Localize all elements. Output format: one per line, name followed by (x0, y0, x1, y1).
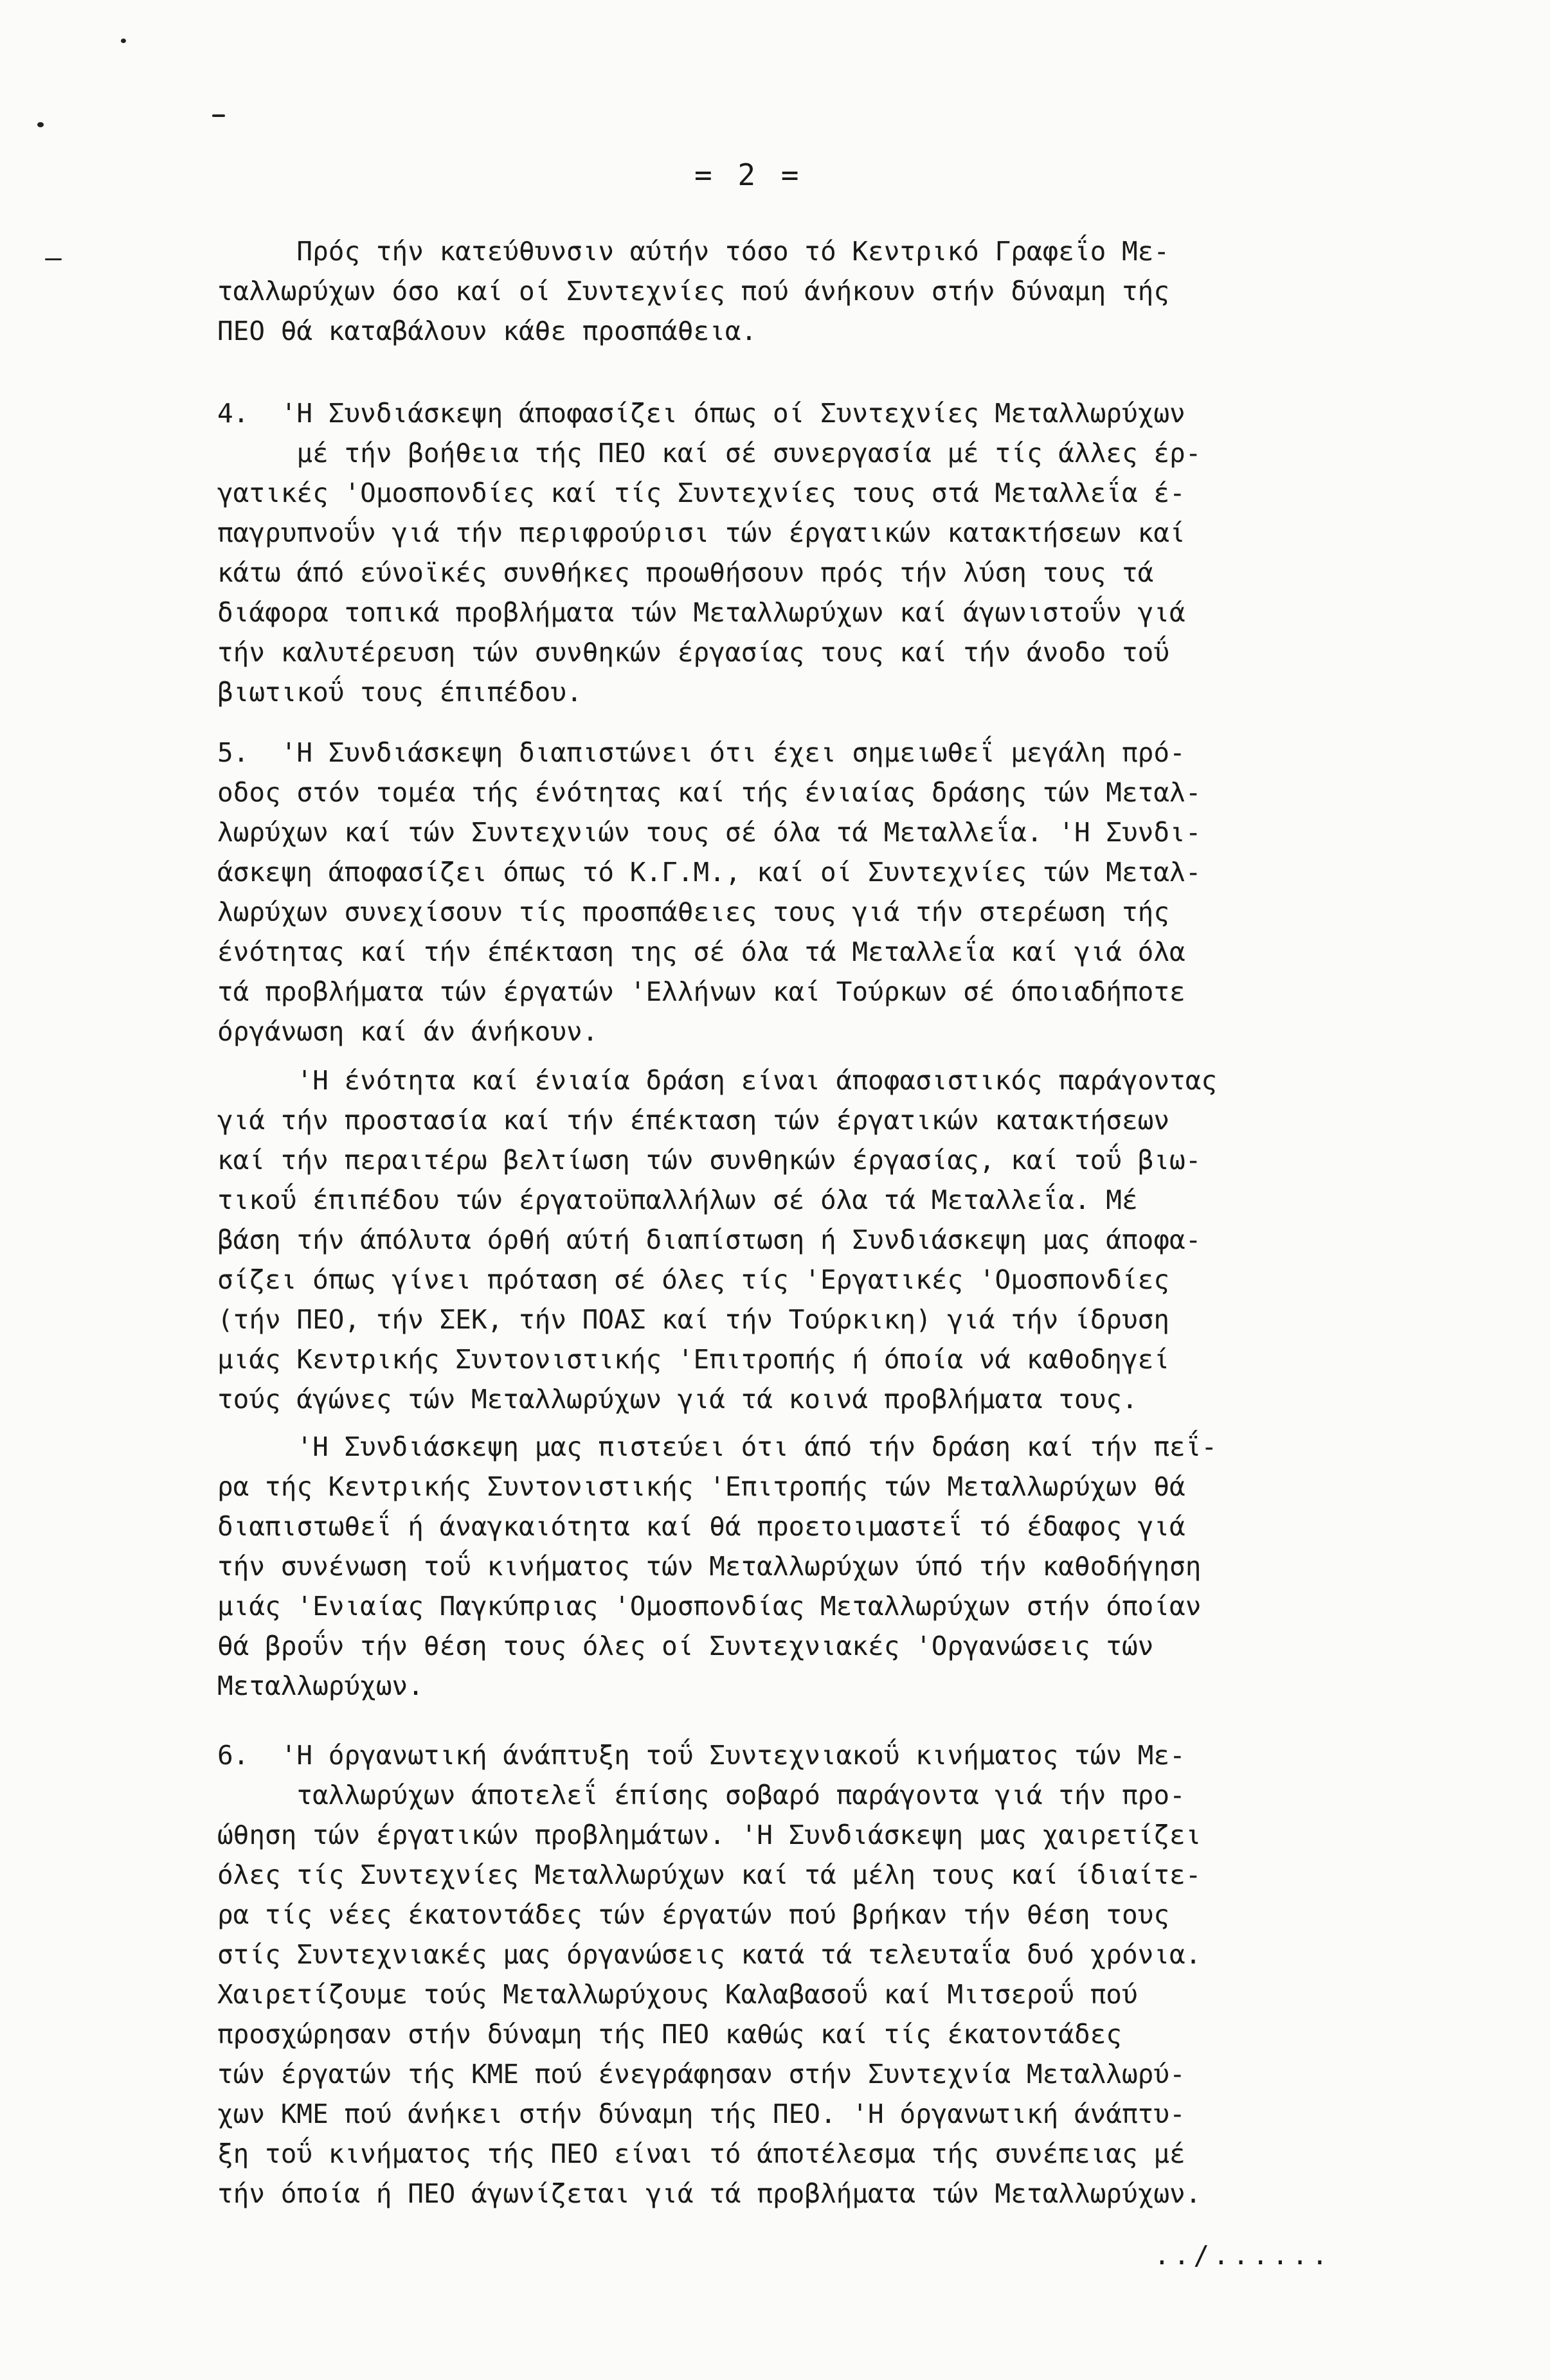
text-line: ταλλωρύχων όσο καί οί Συντεχνίες πού άνήκουν στήν δύναμη τής (217, 276, 1170, 307)
page-number: = 2 = (694, 157, 803, 192)
text-line: τών έργατών τής ΚΜΕ πού ένεγράφησαν στήν Συντεχνία Μεταλλωρύ- (217, 2059, 1185, 2089)
text-line: 6. 'Η όργανωτική άνάπτυξη τοΰ Συντεχνιακοΰ κινήματος τών Με- (217, 1740, 1185, 1771)
paragraph-5-conclusion (217, 1427, 1458, 1706)
scan-speck (121, 39, 126, 43)
text-line: στίς Συντεχνιακές μας όργανώσεις κατά τά τελευταΐα δυό χρόνια. (217, 1939, 1202, 1970)
text-line: τήν όποία ή ΠΕΟ άγωνίζεται γιά τά προβλήματα τών Μεταλλωρύχων. (217, 2178, 1202, 2209)
text-line: ΠΕΟ θά καταβάλουν κάθε προσπάθεια. (217, 316, 757, 346)
text-line: παγρυπνοΰν γιά τήν περιφρούρισι τών έργατικών κατακτήσεων καί (217, 517, 1185, 548)
continuation-mark: ../...... (1154, 2240, 1332, 2271)
text-line: 4. 'Η Συνδιάσκεψη άποφασίζει όπως οί Συντεχνίες Μεταλλωρύχων (217, 398, 1185, 429)
text-line: ρα τής Κεντρικής Συντονιστικής 'Επιτροπής τών Μεταλλωρύχων θά (217, 1471, 1185, 1502)
paragraph-5-continued (217, 1060, 1458, 1419)
text-line: καί τήν περαιτέρω βελτίωση τών συνθηκών έργασίας, καί τοΰ βιω- (217, 1145, 1202, 1176)
text-line: ένότητας καί τήν έπέκταση της σέ όλα τά Μεταλλεΐα καί γιά όλα (217, 936, 1185, 967)
text-line: Χαιρετίζουμε τούς Μεταλλωρύχους Καλαβασοΰ καί Μιτσεροΰ πού (217, 1979, 1138, 2010)
text-line: διαπιστωθεΐ ή άναγκαιότητα καί θά προετοιμαστεΐ τό έδαφος γιά (217, 1511, 1185, 1542)
text-line: κάτω άπό εύνοϊκές συνθήκες προωθήσουν πρός τήν λύση τους τά (217, 557, 1154, 588)
text-line: 'Η ένότητα καί ένιαία δράση είναι άποφασιστικός παράγοντας (217, 1065, 1218, 1096)
paragraph-4 (217, 393, 1458, 712)
text-line: όλες τίς Συντεχνίες Μεταλλωρύχων καί τά μέλη τους καί ίδιαίτε- (217, 1859, 1202, 1890)
scan-speck (212, 114, 225, 117)
text-line: θά βροΰν τήν θέση τους όλες οί Συντεχνιακές 'Οργανώσεις τών (217, 1631, 1154, 1661)
text-line: βάση τήν άπόλυτα όρθή αύτή διαπίστωση ή Συνδιάσκεψη μας άποφα- (217, 1224, 1202, 1255)
text-line: οδος στόν τομέα τής ένότητας καί τής ένιαίας δράσης τών Μεταλ- (217, 777, 1202, 808)
paragraph-5 (217, 733, 1458, 1051)
text-line: γιά τήν προστασία καί τήν έπέκταση τών έργατικών κατακτήσεων (217, 1105, 1170, 1136)
text-line: λωρύχων καί τών Συντεχνιών τους σέ όλα τά Μεταλλεΐα. 'Η Συνδι- (217, 817, 1202, 848)
text-line: άσκεψη άποφασίζει όπως τό Κ.Γ.Μ., καί οί Συντεχνίες τών Μεταλ- (217, 857, 1202, 888)
text-line: σίζει όπως γίνει πρόταση σέ όλες τίς 'Εργατικές 'Ομοσπονδίες (217, 1264, 1170, 1295)
text-line: μιάς 'Ενιαίας Παγκύπριας 'Ομοσπονδίας Μεταλλωρύχων στήν όποίαν (217, 1591, 1202, 1622)
scan-speck (37, 122, 44, 127)
text-line: Πρός τήν κατεύθυνσιν αύτήν τόσο τό Κεντρικό Γραφεΐο Με- (217, 236, 1170, 267)
text-line: τούς άγώνες τών Μεταλλωρύχων γιά τά κοινά προβλήματα τους. (217, 1384, 1138, 1415)
text-line: 5. 'Η Συνδιάσκεψη διαπιστώνει ότι έχει σημειωθεΐ μεγάλη πρό- (217, 737, 1185, 768)
text-line: ξη τοΰ κινήματος τής ΠΕΟ είναι τό άποτέλεσμα τής συνέπειας μέ (217, 2138, 1185, 2169)
text-line: λωρύχων συνεχίσουν τίς προσπάθειες τους γιά τήν στερέωση τής (217, 897, 1170, 927)
text-line: μέ τήν βοήθεια τής ΠΕΟ καί σέ συνεργασία μέ τίς άλλες έρ- (217, 438, 1202, 469)
text-line: τικοΰ έπιπέδου τών έργατοϋπαλλήλων σέ όλα τά Μεταλλεΐα. Μέ (217, 1185, 1138, 1215)
paragraph-intro (217, 231, 1458, 351)
text-line: γατικές 'Ομοσπονδίες καί τίς Συντεχνίες τους στά Μεταλλεΐα έ- (217, 478, 1185, 508)
text-line: προσχώρησαν στήν δύναμη τής ΠΕΟ καθώς καί τίς έκατοντάδες (217, 2019, 1122, 2050)
text-line: ώθηση τών έργατικών προβλημάτων. 'Η Συνδιάσκεψη μας χαιρετίζει (217, 1820, 1202, 1850)
text-line: χων ΚΜΕ πού άνήκει στήν δύναμη τής ΠΕΟ. 'Η όργανωτική άνάπτυ- (217, 2098, 1185, 2129)
text-line: ταλλωρύχων άποτελεΐ έπίσης σοβαρό παράγοντα γιά τήν προ- (217, 1780, 1185, 1811)
text-line: (τήν ΠΕΟ, τήν ΣΕΚ, τήν ΠΟΑΣ καί τήν Τούρκικη) γιά τήν ίδρυση (217, 1304, 1170, 1335)
text-line: διάφορα τοπικά προβλήματα τών Μεταλλωρύχων καί άγωνιστοΰν γιά (217, 597, 1185, 628)
text-line: τά προβλήματα τών έργατών 'Ελλήνων καί Τούρκων σέ όποιαδήποτε (217, 976, 1185, 1007)
text-line: τήν συνένωση τοΰ κινήματος τών Μεταλλωρύχων ύπό τήν καθοδήγηση (217, 1551, 1202, 1582)
scan-speck (45, 258, 62, 260)
text-line: 'Η Συνδιάσκεψη μας πιστεύει ότι άπό τήν δράση καί τήν πεΐ- (217, 1431, 1218, 1462)
text-line: μιάς Κεντρικής Συντονιστικής 'Επιτροπής ή όποία νά καθοδηγεί (217, 1344, 1170, 1375)
text-line: Μεταλλωρύχων. (217, 1670, 424, 1701)
text-line: βιωτικοΰ τους έπιπέδου. (217, 677, 582, 708)
text-line: τήν καλυτέρευση τών συνθηκών έργασίας τους καί τήν άνοδο τοΰ (217, 637, 1170, 668)
paragraph-6 (217, 1735, 1458, 2214)
text-line: όργάνωση καί άν άνήκουν. (217, 1016, 599, 1047)
text-line: ρα τίς νέες έκατοντάδες τών έργατών πού βρήκαν τήν θέση τους (217, 1899, 1170, 1930)
